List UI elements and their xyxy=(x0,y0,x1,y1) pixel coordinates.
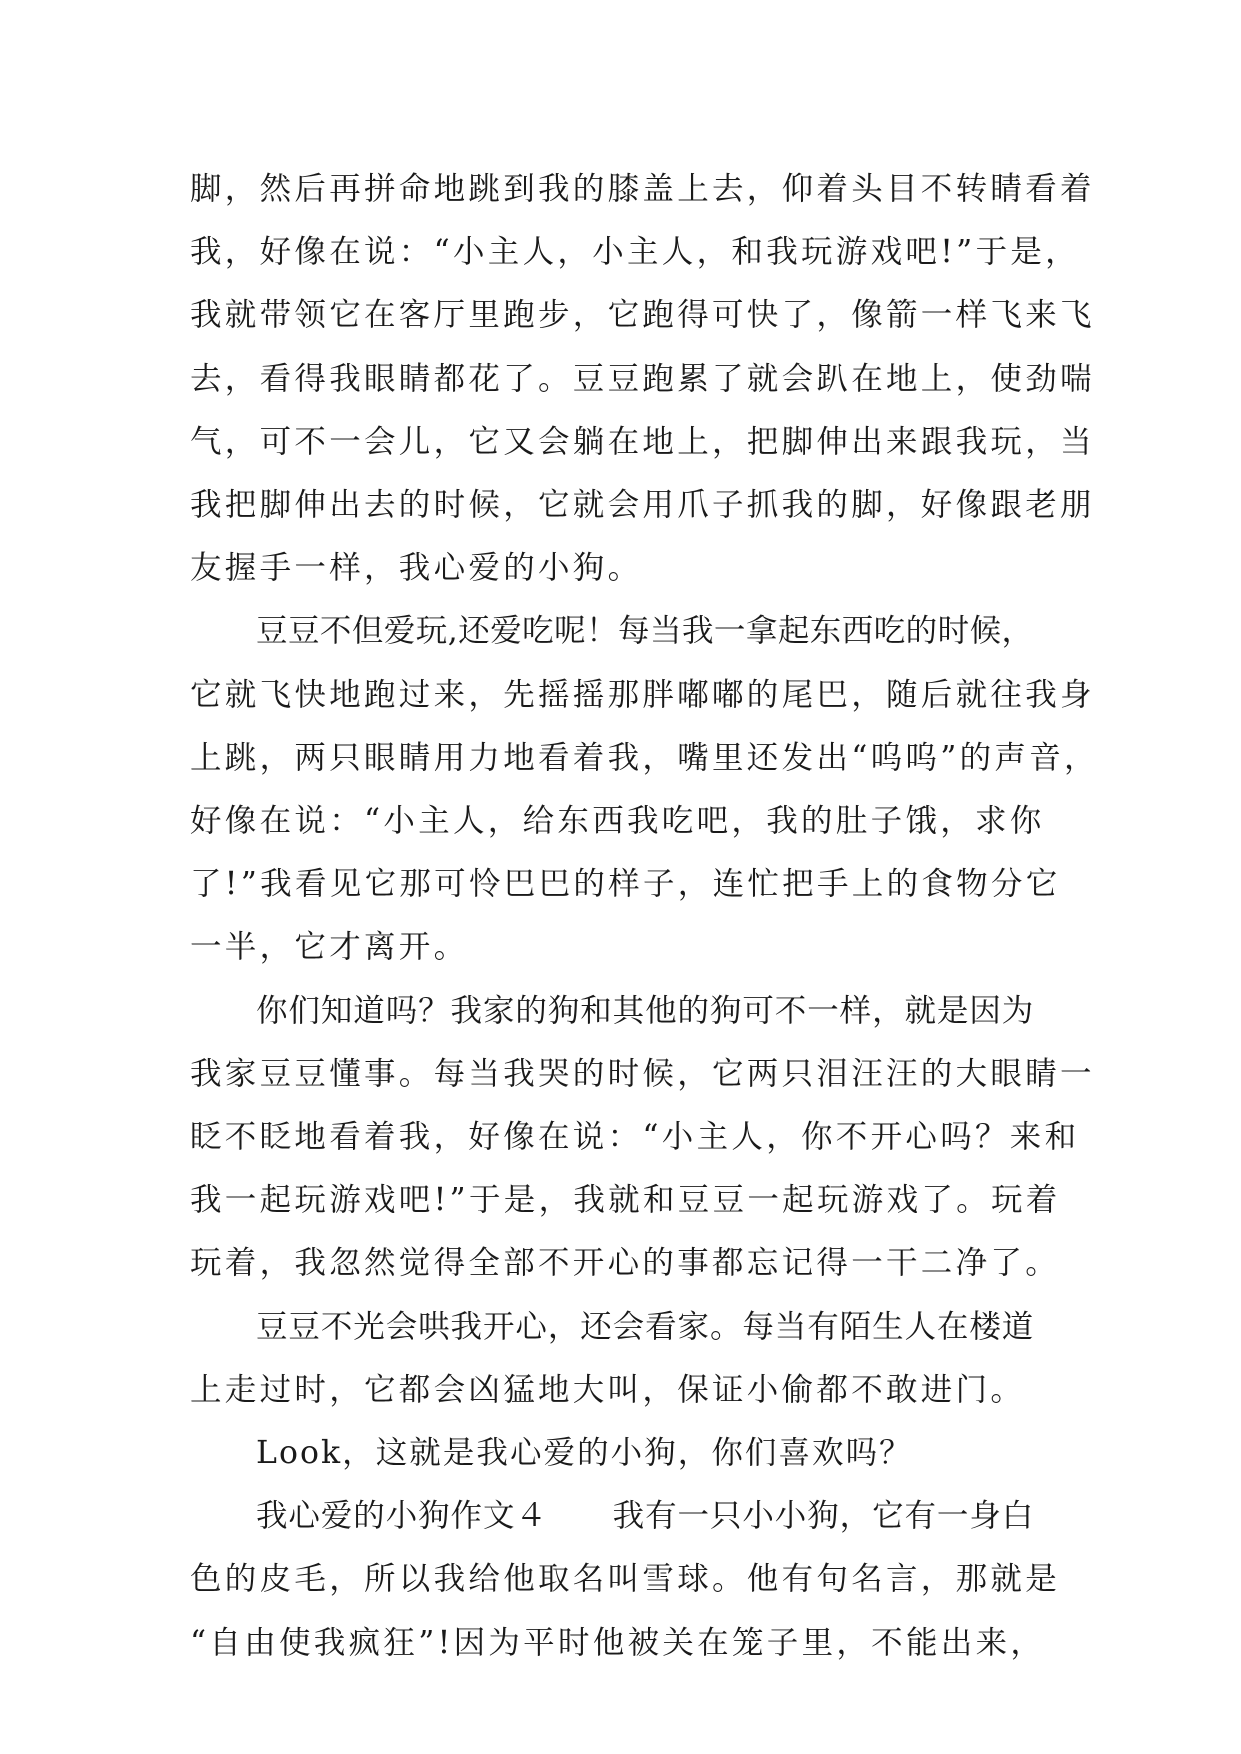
text-line: 我心爱的小狗作文４ 我有一只小小狗，它有一身白 xyxy=(256,1498,1035,1535)
text-line: 友握手一样，我心爱的小狗。 xyxy=(190,550,643,587)
text-line: 去，看得我眼睛都花了。豆豆跑累了就会趴在地上，使劲喘 xyxy=(190,360,1095,397)
text-line: 眨不眨地看着我，好像在说：“小主人，你不开心吗？来和 xyxy=(190,1119,1080,1156)
text-line: 豆豆不但爱玩,还爱吃呢！每当我一拿起东西吃的时候， xyxy=(256,613,1034,650)
text-line: 玩着，我忽然觉得全部不开心的事都忘记得一干二净了。 xyxy=(190,1245,1061,1282)
paragraph-3 xyxy=(190,980,1095,1296)
text-line: 你们知道吗？我家的狗和其他的狗可不一样，就是因为 xyxy=(256,992,1035,1029)
text-line: 一半，它才离开。 xyxy=(190,929,469,966)
text-line: 豆豆不光会哄我开心，还会看家。每当有陌生人在楼道 xyxy=(256,1308,1035,1345)
paragraph-4 xyxy=(190,1296,1060,1422)
paragraph-5 xyxy=(190,1422,1060,1485)
text-line: 我家豆豆懂事。每当我哭的时候，它两只泪汪汪的大眼睛一 xyxy=(190,1055,1095,1092)
paragraph-1 xyxy=(190,158,1095,600)
text-line: 气，可不一会儿，它又会躺在地上，把脚伸出来跟我玩，当 xyxy=(190,423,1095,460)
text-line: “自由使我疯狂”!因为平时他被关在笼子里，不能出来， xyxy=(190,1624,1046,1661)
text-line: 上走过时，它都会凶猛地大叫，保证小偷都不敢进门。 xyxy=(190,1371,1026,1408)
paragraph-2 xyxy=(190,600,1099,979)
text-line: 我把脚伸出去的时候，它就会用爪子抓我的脚，好像跟老朋 xyxy=(190,487,1095,524)
text-line: 脚，然后再拼命地跳到我的膝盖上去，仰着头目不转睛看着 xyxy=(190,171,1095,207)
text-line: 好像在说：“小主人，给东西我吃吧，我的肚子饿，求你 xyxy=(190,803,1045,840)
text-line: 色的皮毛，所以我给他取名叫雪球。他有句名言，那就是 xyxy=(190,1561,1061,1598)
text-line: 它就飞快地跑过来，先摇摇那胖嘟嘟的尾巴，随后就往我身 xyxy=(190,676,1095,713)
text-line: 我一起玩游戏吧!”于是，我就和豆豆一起玩游戏了。玩着 xyxy=(190,1182,1061,1219)
text-line: 了!”我看见它那可怜巴巴的样子，连忙把手上的食物分它 xyxy=(190,866,1061,903)
text-line: Look，这就是我心爱的小狗，你们喜欢吗？ xyxy=(256,1435,913,1472)
article-body xyxy=(190,158,1099,1675)
text-line: 我，好像在说：“小主人，小主人，和我玩游戏吧!”于是， xyxy=(190,234,1080,271)
text-line: 上跳，两只眼睛用力地看着我，嘴里还发出“呜呜”的声音， xyxy=(190,739,1099,776)
text-line: 我就带领它在客厅里跑步，它跑得可快了，像箭一样飞来飞 xyxy=(190,297,1095,334)
paragraph-6 xyxy=(190,1485,1060,1675)
